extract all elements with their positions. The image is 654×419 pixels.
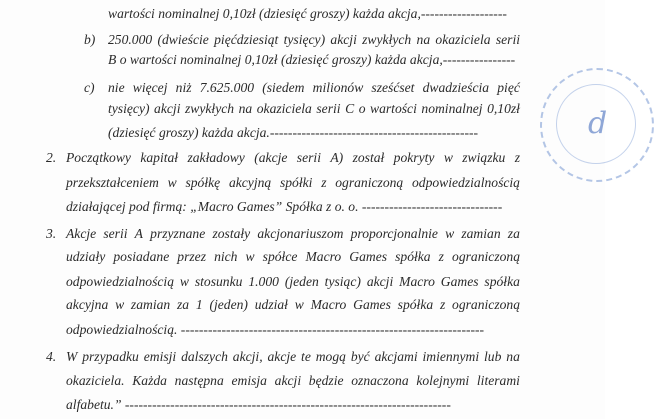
paragraph-4-line-2 xyxy=(66,373,520,389)
word: A xyxy=(134,226,143,241)
word: zamian xyxy=(130,297,171,312)
word: pięćdziesiąt xyxy=(214,32,279,47)
word: akcyjną xyxy=(228,175,272,190)
word: następna xyxy=(174,373,224,388)
word: A) xyxy=(330,150,344,165)
word: z xyxy=(439,297,446,312)
word: emisji xyxy=(143,349,177,364)
paragraph-3-line-3 xyxy=(66,274,520,290)
word: Początkowy xyxy=(66,150,131,165)
paragraph-4-line-1 xyxy=(66,349,520,365)
word: zamian xyxy=(461,226,501,241)
item-c-line-2 xyxy=(108,101,520,117)
word: sześćset xyxy=(371,80,415,95)
word: Macro xyxy=(305,249,342,264)
word: C xyxy=(345,101,355,116)
item-b-line-2: B o wartości nominalnej 0,10zł (dziesięć groszy) każda akcja,---------------- xyxy=(108,52,516,67)
word: 0,10zł xyxy=(487,101,520,116)
paragraph-2-line-1 xyxy=(66,150,520,166)
word: akcji xyxy=(274,373,302,388)
word: literami xyxy=(476,373,520,388)
word: wartości xyxy=(370,101,417,116)
word: w xyxy=(179,274,189,289)
word: W xyxy=(66,349,78,364)
word: spółka xyxy=(397,297,434,312)
word: udział xyxy=(254,297,288,312)
word: akcji xyxy=(330,32,357,47)
word: tysiąc) xyxy=(324,274,361,289)
word: dalszych xyxy=(181,349,228,364)
word: związku xyxy=(462,150,506,165)
word: Macro xyxy=(310,297,347,312)
word: kolejnymi xyxy=(416,373,470,388)
word: przyznane xyxy=(150,226,206,241)
word: te xyxy=(301,349,311,364)
paragraph-3-line-2 xyxy=(66,249,520,265)
word: niż xyxy=(175,80,192,95)
paragraph-3-number: 3. xyxy=(46,226,57,241)
word: ograniczoną xyxy=(452,249,520,264)
word: akcji xyxy=(366,274,394,289)
item-a-continuation: wartości nominalnej 0,10zł (dziesięć groszy) każda akcja,------------------- xyxy=(108,6,507,21)
word: odpowiedzialnością xyxy=(411,175,520,190)
word: z xyxy=(438,249,444,264)
paragraph-3-line-4 xyxy=(66,297,520,313)
word: akcjonariuszom xyxy=(257,226,344,241)
word: Każda xyxy=(132,373,167,388)
word: został xyxy=(352,150,385,165)
word: nich xyxy=(214,249,238,264)
word: okaziciela. xyxy=(66,373,125,388)
word: Akcje xyxy=(66,226,97,241)
item-c-marker: c) xyxy=(84,80,95,95)
word: z xyxy=(514,150,520,165)
word: lub xyxy=(484,349,502,364)
word: dwadzieścia xyxy=(422,80,490,95)
word: ograniczoną xyxy=(452,297,520,312)
word: w xyxy=(115,297,125,312)
word: przez xyxy=(177,249,206,264)
word: w xyxy=(294,297,304,312)
word: spółki xyxy=(279,175,313,190)
word: stosunku xyxy=(194,274,243,289)
word: serii xyxy=(316,101,341,116)
item-c-line-3: (dziesięć groszy) każda akcja.---------------------------------------------- xyxy=(108,125,479,140)
word: na xyxy=(506,349,520,364)
word: przekształceniem xyxy=(66,175,159,190)
stamp-seal xyxy=(540,68,654,182)
word: będzie xyxy=(308,373,344,388)
word: spółka xyxy=(484,274,520,289)
word: (jeden xyxy=(284,274,319,289)
word: posiadane xyxy=(113,249,170,264)
word: 250.000 xyxy=(108,32,153,47)
word: na xyxy=(416,32,431,47)
paragraph-4-line-3: alfabetu.” ------------------------------------------------------------------------ xyxy=(66,397,451,412)
word: akcji, xyxy=(232,349,263,364)
word: Games xyxy=(349,249,388,264)
word: proporcjonalnie xyxy=(350,226,438,241)
word: ograniczoną xyxy=(335,175,404,190)
word: akcjami xyxy=(374,349,418,364)
word: przypadku xyxy=(82,349,139,364)
word: zwykłych xyxy=(185,101,235,116)
word: spółce xyxy=(262,249,298,264)
word: za xyxy=(176,297,190,312)
word: 7.625.000 xyxy=(199,80,255,95)
word: oznaczona xyxy=(351,373,409,388)
word: odpowiedzialnością xyxy=(66,274,174,289)
item-b-line-1 xyxy=(108,32,520,48)
word: 1 xyxy=(195,297,203,312)
word: kapitał xyxy=(140,150,179,165)
word: zostały xyxy=(212,226,251,241)
word: tysięcy) xyxy=(283,32,326,47)
word: więcej xyxy=(132,80,168,95)
word: emisja xyxy=(231,373,267,388)
word: serii xyxy=(103,226,128,241)
word: o xyxy=(358,101,366,116)
word: mogą xyxy=(315,349,346,364)
paragraph-2-line-3: działającej pod firmą: „Macro Games” Spółka z o. o. ------------------------------- xyxy=(66,199,503,214)
stamp-text: d xyxy=(588,106,608,141)
word: imiennymi xyxy=(422,349,480,364)
word: (siedem xyxy=(262,80,305,95)
word: być xyxy=(350,349,370,364)
paragraph-3-line-1 xyxy=(66,226,520,242)
word: w xyxy=(167,175,177,190)
word: na xyxy=(238,101,253,116)
word: 1.000 xyxy=(248,274,279,289)
word: pokryty xyxy=(393,150,435,165)
word: milionów xyxy=(312,80,364,95)
word: nie xyxy=(108,80,125,95)
item-c-line-1 xyxy=(108,80,520,96)
word: Macro xyxy=(399,274,435,289)
word: spółka xyxy=(395,249,431,264)
word: serii xyxy=(495,32,520,47)
word: Games xyxy=(440,274,479,289)
paragraph-3-line-5: odpowiedzialnością. ------------------------------------------------------------------- xyxy=(66,322,485,337)
word: w xyxy=(245,249,255,264)
word: akcyjna xyxy=(66,297,109,312)
word: w xyxy=(445,226,455,241)
item-b-marker: b) xyxy=(84,32,96,47)
paragraph-2-line-2 xyxy=(66,175,520,191)
word: zakładowy xyxy=(187,150,245,165)
word: tysięcy) xyxy=(108,101,150,116)
word: pięć xyxy=(497,80,520,95)
word: okaziciela xyxy=(435,32,491,47)
word: w xyxy=(443,150,453,165)
word: akcje xyxy=(267,349,297,364)
word: zwykłych xyxy=(362,32,412,47)
word: (dwieście xyxy=(157,32,209,47)
word: (jeden) xyxy=(209,297,248,312)
word: akcji xyxy=(154,101,181,116)
word: (akcje xyxy=(254,150,288,165)
word: za xyxy=(507,226,520,241)
word: Games xyxy=(353,297,391,312)
paragraph-4-number: 4. xyxy=(46,349,57,364)
word: z xyxy=(321,175,327,190)
word: okaziciela xyxy=(256,101,312,116)
word: udziały xyxy=(66,249,106,264)
word: spółkę xyxy=(185,175,221,190)
paragraph-2-number: 2. xyxy=(46,150,57,165)
word: serii xyxy=(296,150,321,165)
word: nominalnej xyxy=(421,101,483,116)
